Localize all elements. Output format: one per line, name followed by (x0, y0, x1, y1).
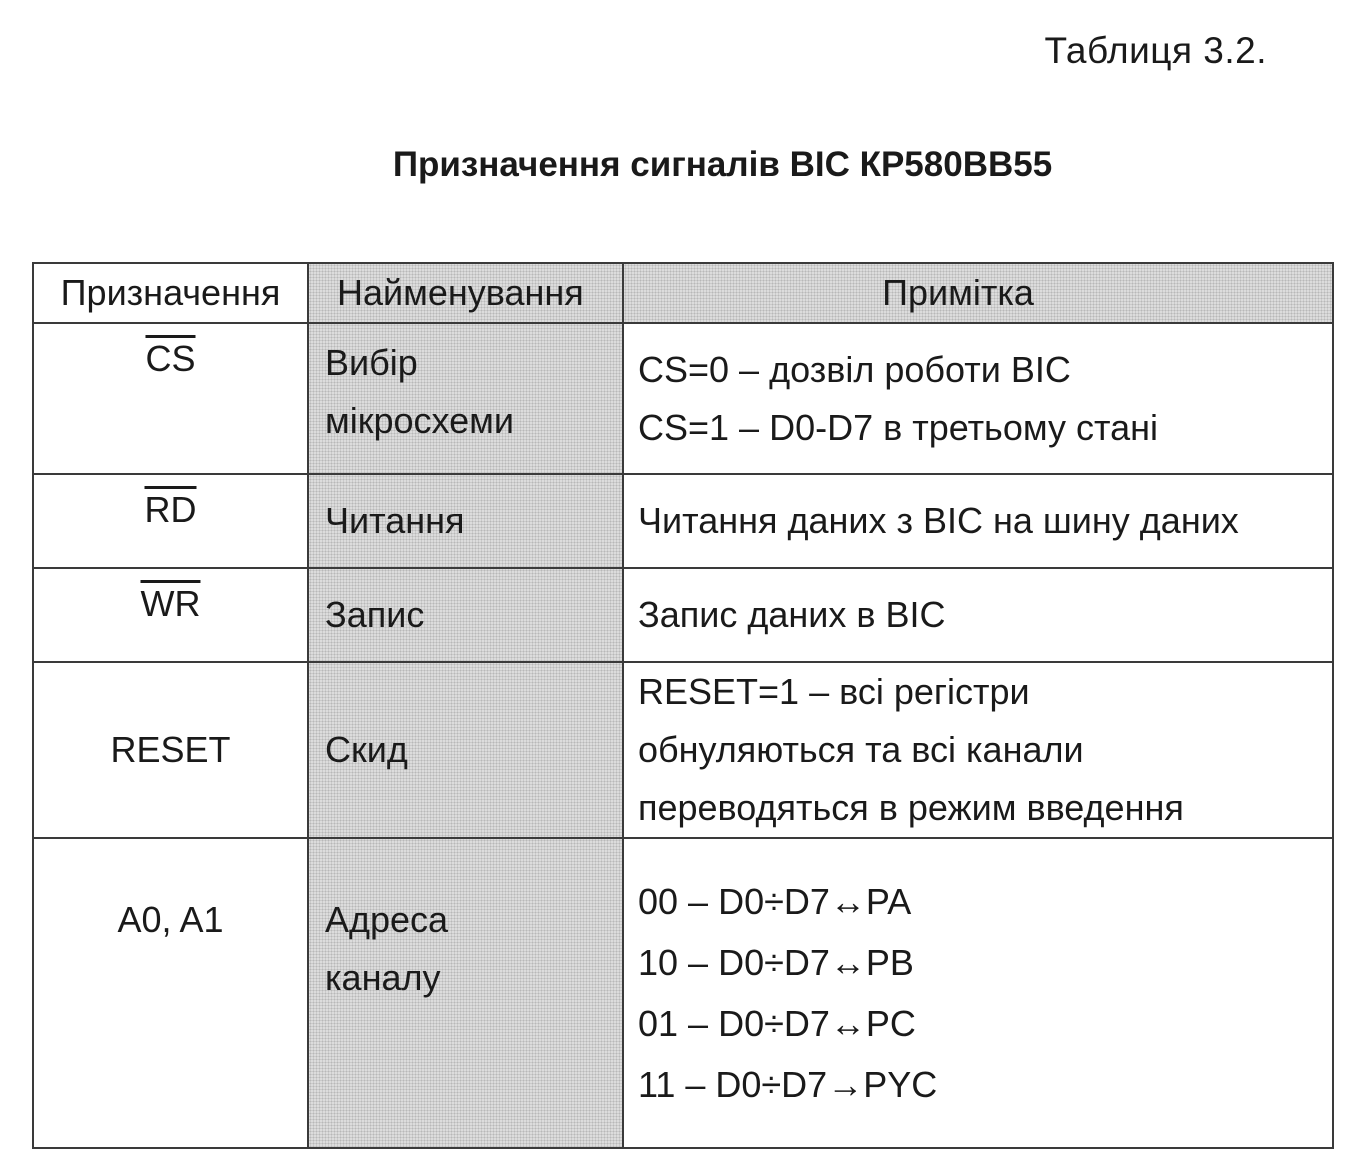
name-line: Читання (325, 500, 465, 541)
header-name: Найменування (308, 263, 623, 323)
name-cell (308, 323, 623, 474)
note-line: 01 – D0÷D7↔PC (638, 1003, 916, 1044)
name-line: Вибір (325, 342, 418, 383)
name-cell (308, 662, 623, 838)
signal-cell (33, 838, 308, 1148)
note-line: обнуляються та всі канали (638, 729, 1084, 770)
note-line: RESET=1 – всі регістри (638, 671, 1030, 712)
note-line: Читання даних з ВІС на шину даних (638, 500, 1239, 541)
table-row (33, 474, 1333, 568)
note-cell (623, 838, 1333, 1148)
note-line: CS=1 – D0-D7 в третьому стані (638, 406, 1158, 448)
table-row (33, 323, 1333, 474)
name-cell (308, 568, 623, 662)
note-line: 00 – D0÷D7↔PA (638, 881, 912, 922)
header-row (33, 263, 1333, 323)
note-line: 11 – D0÷D7→PYC (638, 1064, 938, 1105)
name-cell (308, 838, 623, 1148)
name-cell (308, 474, 623, 568)
signal-label: A0, A1 (117, 899, 224, 940)
signal-label: $\overline{WR}$ (140, 583, 201, 624)
signal-cell (33, 323, 308, 474)
name-line: Скид (325, 729, 408, 770)
name-line: Запис (325, 594, 425, 635)
signal-label: $\overline{RD}$ (144, 489, 197, 530)
signal-label: $\overline{CS}$ (145, 338, 196, 379)
table-row (33, 838, 1333, 1148)
note-line: Запис даних в ВІС (638, 594, 946, 635)
signal-cell (33, 662, 308, 838)
header-note: Примітка (623, 263, 1333, 323)
note-line: переводяться в режим введення (638, 787, 1184, 828)
note-line: 10 – D0÷D7↔PB (638, 942, 914, 983)
table-row (33, 568, 1333, 662)
signal-cell (33, 568, 308, 662)
name-line: Адреса (325, 899, 449, 940)
signal-cell (33, 474, 308, 568)
table-row (33, 662, 1333, 838)
name-line: каналу (325, 957, 441, 998)
note-cell (623, 662, 1333, 838)
signal-label: RESET (110, 729, 231, 770)
table-number: Таблиця 3.2. (1044, 30, 1267, 71)
name-line: мікросхеми (325, 400, 515, 441)
header-purpose: Призначення (33, 263, 308, 323)
note-line: CS=0 – дозвіл роботи ВІС (638, 348, 1071, 390)
note-cell (623, 568, 1333, 662)
signals-table (32, 262, 1334, 1149)
note-cell (623, 323, 1333, 474)
note-cell (623, 474, 1333, 568)
table-title: Призначення сигналів ВІС КР580ВВ55 (392, 145, 1053, 184)
